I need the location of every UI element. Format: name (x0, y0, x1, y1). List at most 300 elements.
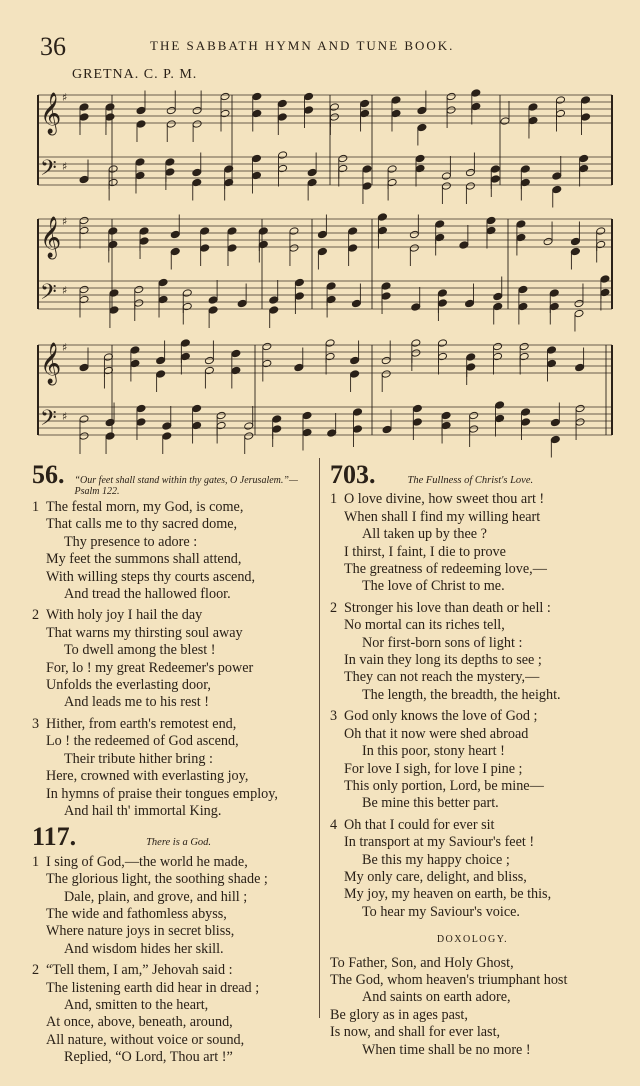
note-head (192, 106, 202, 115)
note-head (272, 425, 282, 434)
note-head (459, 241, 469, 250)
note-head (79, 285, 89, 294)
note-head (289, 227, 299, 236)
note-head (180, 352, 190, 361)
verse-line: Be this my happy choice ; (362, 851, 510, 868)
hymn-703 (330, 462, 615, 921)
note-head (307, 178, 317, 187)
stanza (32, 962, 317, 1066)
treble-clef-icon: 𝄞 (40, 93, 62, 134)
page-number: 36 (40, 32, 66, 61)
note-head (258, 227, 268, 236)
verse-line: Unfolds the everlasting door, (46, 677, 211, 694)
note-head (165, 168, 175, 177)
note-head (180, 339, 190, 348)
note-head (549, 302, 559, 311)
note-head (294, 292, 304, 301)
note-head (79, 113, 89, 122)
verse-line: Dale, plain, and grove, and hill ; (64, 888, 248, 905)
verse-line: The festal morn, my God, is come, (46, 499, 244, 515)
note-head (258, 240, 268, 249)
note-head (495, 401, 505, 410)
note-head (435, 233, 445, 242)
note-head (411, 339, 421, 348)
verse-line: In this poor, stony heart ! (362, 743, 505, 760)
note-head (360, 99, 370, 108)
note-head (162, 422, 172, 431)
note-head (528, 116, 538, 125)
note-head (251, 154, 261, 163)
note-head (574, 299, 584, 308)
note-head (204, 366, 214, 375)
note-head (317, 230, 327, 239)
note-head (156, 370, 166, 379)
verse-number: 2 (330, 599, 338, 616)
note-head (294, 278, 304, 287)
note-head (493, 302, 503, 311)
note-head (391, 109, 401, 118)
verse-number: 1 (32, 853, 40, 870)
verse-line: Be mine this better part. (362, 795, 499, 812)
note-head (262, 342, 272, 351)
note-head (546, 359, 556, 368)
stanza (330, 708, 615, 812)
note-head (555, 109, 565, 118)
verse-line: They can not reach the mystery,— (344, 669, 540, 686)
note-head (377, 226, 387, 235)
verse-line: The glorious light, the soothing shade ; (46, 871, 268, 888)
note-head (79, 103, 89, 112)
note-head (417, 106, 427, 115)
note-head (325, 339, 335, 348)
note-head (362, 165, 372, 174)
verse-line: Be glory as in ages past, (330, 1006, 468, 1023)
verse-line: And leads me to his rest ! (64, 694, 209, 711)
note-head (338, 154, 348, 163)
note-head (165, 158, 175, 167)
note-head (521, 418, 531, 427)
note-head (575, 418, 585, 427)
verse-line: Here, crowned with everlasting joy, (46, 768, 249, 785)
note-head (79, 175, 89, 184)
note-head (269, 306, 279, 315)
note-head (493, 342, 503, 351)
note-head (415, 164, 425, 173)
verse-line: My joy, my heaven on earth, be this, (344, 886, 552, 903)
note-head (135, 158, 145, 167)
note-head (570, 247, 580, 256)
note-head (79, 432, 89, 441)
note-head (192, 404, 202, 413)
stanza (330, 817, 615, 921)
note-head (338, 164, 348, 173)
note-head (417, 123, 427, 132)
note-head (387, 165, 397, 174)
verse-number: 4 (330, 816, 338, 833)
note-head (200, 227, 210, 236)
note-head (204, 356, 214, 365)
note-head (216, 411, 226, 420)
note-head (307, 168, 317, 177)
note-head (381, 282, 391, 291)
note-head (156, 356, 166, 365)
doxology-title: DOXOLOGY. (436, 934, 509, 946)
note-head (549, 289, 559, 298)
note-head (519, 342, 529, 351)
verse-line: Replied, “O Lord, Thou art !” (64, 1049, 233, 1066)
note-head (596, 227, 606, 236)
note-head (166, 106, 176, 115)
note-head (327, 429, 337, 438)
note-head (411, 349, 421, 358)
note-head (231, 349, 241, 358)
note-head (208, 296, 218, 305)
note-head (409, 230, 419, 239)
verse-line: Is now, and shall for ever last, (330, 1024, 501, 1041)
note-head (579, 154, 589, 163)
note-head (441, 411, 451, 420)
verse-number: 1 (32, 499, 40, 515)
note-head (170, 247, 180, 256)
bass-clef-icon: 𝄢 (40, 406, 57, 436)
note-head (518, 302, 528, 311)
verse-line: Where nature joys in secret bliss, (46, 923, 235, 940)
verse-line: When time shall be no more ! (362, 1041, 531, 1058)
stanza (32, 607, 317, 711)
note-head (437, 352, 447, 361)
verse-number: 1 (330, 491, 338, 508)
note-head (437, 299, 447, 308)
note-head (252, 109, 262, 118)
verse-line: God only knows the love of God ; (344, 708, 538, 725)
note-head (600, 275, 610, 284)
note-head (441, 182, 451, 191)
note-head (381, 370, 391, 379)
note-head (353, 408, 363, 417)
note-head (600, 288, 610, 297)
note-head (486, 216, 496, 225)
verse-line: The length, the breadth, the height. (362, 686, 561, 703)
note-head (109, 289, 119, 298)
note-head (382, 425, 392, 434)
left-column (32, 462, 317, 1071)
note-head (192, 178, 202, 187)
verse-line: Nor first-born sons of light : (362, 634, 523, 651)
verse-line: In vain they long its depths to see ; (344, 652, 542, 669)
note-head (302, 411, 312, 420)
verse-line: “Tell them, I am,” Jehovah said : (46, 962, 233, 979)
verse-line: Thy presence to adore : (64, 533, 198, 550)
note-head (182, 302, 192, 311)
note-head (139, 227, 149, 236)
note-head (351, 299, 361, 308)
note-head (200, 244, 210, 253)
note-head (465, 182, 475, 191)
treble-clef-icon: 𝄞 (40, 343, 62, 384)
note-head (348, 227, 358, 236)
hymn-117 (32, 824, 317, 1066)
note-head (220, 92, 230, 101)
hymn-number: 56. (32, 460, 65, 489)
note-head (130, 359, 140, 368)
verse-line: Hither, from earth's remotest end, (46, 715, 237, 732)
verse-line: With holy joy I hail the day (46, 607, 203, 624)
note-head (105, 103, 115, 112)
note-head (182, 289, 192, 298)
note-head (170, 230, 180, 239)
note-head (381, 356, 391, 365)
note-head (437, 289, 447, 298)
note-head (269, 296, 279, 305)
stanza (330, 600, 615, 704)
note-head (377, 213, 387, 222)
hymn-number: 703. (330, 460, 376, 489)
note-head (220, 109, 230, 118)
note-head (79, 363, 89, 372)
note-head (139, 237, 149, 246)
note-head (490, 175, 500, 184)
hymn-scripture: “Our feet shall stand within thy gates, O Jerusalem.”—Psalm 122. (74, 475, 298, 497)
note-head (575, 404, 585, 413)
verse-line: Their tribute hither bring : (64, 750, 213, 767)
stanza (32, 716, 317, 820)
verse-line: When shall I find my willing heart (344, 508, 541, 525)
note-head (136, 120, 146, 129)
note-head (294, 363, 304, 372)
note-head (469, 411, 479, 420)
note-head (555, 96, 565, 105)
note-head (520, 178, 530, 187)
note-head (360, 109, 370, 118)
verse-line: For love I sigh, for love I pine ; (344, 760, 523, 777)
note-head (136, 418, 146, 427)
note-head (162, 432, 172, 441)
note-head (304, 92, 314, 101)
verse-line: In hymns of praise their tongues employ, (46, 785, 278, 802)
note-head (596, 240, 606, 249)
music-score (0, 0, 640, 460)
note-head (108, 240, 118, 249)
note-head (79, 415, 89, 424)
note-head (277, 99, 287, 108)
verse-line: This only portion, Lord, be mine— (344, 777, 544, 794)
note-head (441, 172, 451, 181)
bass-clef-icon: 𝄢 (40, 280, 57, 310)
note-head (326, 282, 336, 291)
note-head (227, 244, 237, 253)
note-head (500, 117, 510, 126)
note-head (262, 359, 272, 368)
note-head (136, 404, 146, 413)
note-head (289, 244, 299, 253)
verse-line: All taken up by thee ? (362, 526, 487, 543)
note-head (528, 103, 538, 112)
note-head (516, 233, 526, 242)
note-head (227, 227, 237, 236)
treble-clef-icon: 𝄞 (40, 217, 62, 258)
note-head (570, 237, 580, 246)
note-head (520, 165, 530, 174)
verse-line: Stronger his love than death or hell : (344, 599, 551, 616)
note-head (130, 346, 140, 355)
note-head (552, 185, 562, 194)
note-head (574, 309, 584, 318)
verse-line: All nature, without voice or sound, (46, 1031, 245, 1048)
note-head (519, 352, 529, 361)
note-head (158, 295, 168, 304)
verse-line: I thirst, I faint, I die to prove (344, 543, 506, 560)
note-head (465, 299, 475, 308)
note-head (237, 299, 247, 308)
verse-line: And wisdom hides her skill. (64, 940, 224, 957)
hymn-number: 117. (32, 822, 77, 852)
note-head (435, 220, 445, 229)
verse-line: I sing of God,—the world he made, (46, 853, 248, 870)
note-head (550, 435, 560, 444)
note-head (79, 226, 89, 235)
note-head (409, 244, 419, 253)
note-head (543, 237, 553, 246)
stanza (32, 499, 317, 603)
note-head (136, 106, 146, 115)
right-column (330, 462, 615, 1059)
verse-line: Oh that I could for ever sit (344, 816, 495, 833)
note-head (581, 96, 591, 105)
note-head (350, 370, 360, 379)
verse-line: My feet the summons shall attend, (46, 551, 242, 568)
sharp-icon: ♯ (62, 284, 68, 297)
note-head (411, 303, 421, 312)
stanza (32, 854, 317, 958)
note-head (550, 418, 560, 427)
note-head (546, 346, 556, 355)
note-head (158, 278, 168, 287)
note-head (493, 292, 503, 301)
note-head (272, 415, 282, 424)
sharp-icon: ♯ (62, 91, 68, 104)
verse-line: The God, whom heaven's triumphant host (330, 971, 568, 988)
note-head (192, 120, 202, 129)
sharp-icon: ♯ (62, 215, 68, 228)
note-head (518, 285, 528, 294)
verse-number: 3 (330, 708, 338, 725)
note-head (109, 306, 119, 315)
verse-line: And tread the hallowed floor. (64, 586, 231, 603)
verse-line: Lo ! the redeemed of God ascend, (46, 733, 239, 750)
sharp-icon: ♯ (62, 410, 68, 423)
note-head (387, 178, 397, 187)
doxology (330, 931, 615, 1059)
verse-line: To hear my Saviour's voice. (362, 903, 520, 920)
note-head (350, 356, 360, 365)
note-head (317, 247, 327, 256)
note-head (516, 220, 526, 229)
note-head (471, 89, 481, 98)
note-head (135, 171, 145, 180)
verse-line: To dwell among the blest ! (64, 642, 216, 659)
note-head (192, 421, 202, 430)
note-head (466, 353, 476, 362)
note-head (552, 172, 562, 181)
running-title: THE SABBATH HYMN AND TUNE BOOK. (150, 38, 455, 53)
note-head (469, 425, 479, 434)
hymn-title: The Fullness of Christ's Love. (407, 475, 534, 486)
verse-line: At once, above, beneath, around, (46, 1014, 233, 1031)
note-head (329, 103, 339, 112)
note-head (348, 244, 358, 253)
sharp-icon: ♯ (62, 160, 68, 173)
note-head (579, 164, 589, 173)
verse-line: For, lo ! my great Redeemer's power (46, 659, 254, 676)
note-head (302, 428, 312, 437)
note-head (277, 113, 287, 122)
note-head (108, 178, 118, 187)
note-head (326, 295, 336, 304)
note-head (325, 352, 335, 361)
note-head (493, 352, 503, 361)
verse-line: The love of Christ to me. (362, 578, 505, 595)
note-head (108, 165, 118, 174)
verse-line: That calls me to thy sacred dome, (46, 516, 238, 533)
verse-line: And hail th' immortal King. (64, 802, 222, 819)
note-head (105, 432, 115, 441)
column-divider (319, 458, 320, 1018)
verse-line: To Father, Son, and Holy Ghost, (330, 954, 514, 971)
verse-line: That warns my thirsting soul away (46, 624, 243, 641)
note-head (415, 154, 425, 163)
note-head (134, 285, 144, 294)
note-head (192, 168, 202, 177)
verse-line: In transport at my Saviour's feet ! (344, 834, 535, 851)
note-head (105, 113, 115, 122)
stanza (330, 491, 615, 595)
hymn-title: There is a God. (146, 837, 212, 849)
note-head (329, 113, 339, 122)
verse-line: The greatness of redeeming love,— (344, 561, 547, 578)
verse-number: 3 (32, 715, 40, 732)
verse-line: The listening earth did hear in dread ; (46, 979, 260, 996)
note-head (471, 102, 481, 111)
note-head (391, 96, 401, 105)
note-head (244, 432, 254, 441)
note-head (252, 92, 262, 101)
note-head (490, 165, 500, 174)
note-head (244, 422, 254, 431)
note-head (437, 339, 447, 348)
tune-name: GRETNA. C. P. M. (72, 67, 198, 82)
note-head (412, 404, 422, 413)
note-head (79, 295, 89, 304)
note-head (134, 299, 144, 308)
note-head (105, 418, 115, 427)
note-head (441, 421, 451, 430)
verse-line: O love divine, how sweet thou art ! (344, 491, 545, 508)
note-head (362, 182, 372, 191)
note-head (486, 226, 496, 235)
note-head (304, 106, 314, 115)
note-head (216, 421, 226, 430)
note-head (446, 106, 456, 115)
note-head (495, 414, 505, 423)
note-head (251, 171, 261, 180)
note-head (79, 216, 89, 225)
note-head (581, 113, 591, 122)
verse-line: The wide and fathomless abyss, (46, 905, 227, 922)
verse-number: 2 (32, 962, 40, 979)
verse-line: Oh that it now were shed abroad (344, 725, 529, 742)
sharp-icon: ♯ (62, 341, 68, 354)
bass-clef-icon: 𝄢 (40, 156, 57, 186)
